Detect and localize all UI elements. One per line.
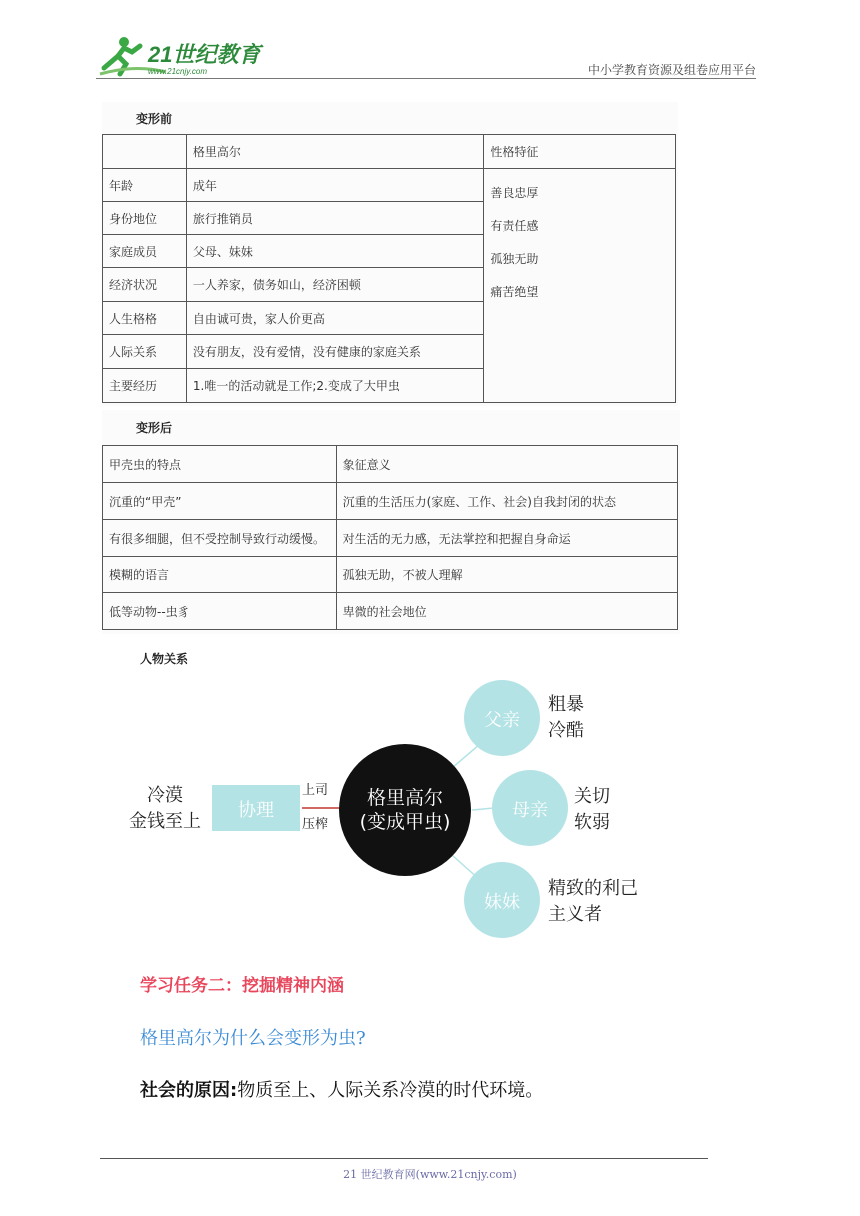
- before-row-value: 没有朋友，没有爱情，没有健康的家庭关系: [186, 335, 483, 369]
- after-row-meaning: 对生活的无力感，无法掌控和把握自身命运: [336, 520, 677, 557]
- before-row-key: 主要经历: [103, 369, 187, 403]
- runner-logo-icon: [96, 34, 266, 78]
- task-question: 格里高尔为什么会变形为虫?: [140, 1028, 366, 1049]
- sister-desc: [548, 876, 638, 928]
- trait-item: 善良忠厚: [490, 186, 539, 200]
- mother-label: 母亲: [512, 800, 548, 821]
- relationship-diagram: [102, 640, 670, 944]
- before-row-value: 1.唯一的活动就是工作;2.变成了大甲虫: [186, 369, 483, 403]
- task-title: 学习任务二：挖掘精神内涵: [140, 976, 344, 996]
- trait-item: 孤独无助: [490, 252, 539, 266]
- before-row-value: 成年: [186, 169, 483, 202]
- trait-item: 痛苦绝望: [490, 285, 539, 299]
- after-row-feature: 有很多细腿，但不受控制导致行动缓慢。: [103, 520, 337, 557]
- before-row-key: 家庭成员: [103, 235, 187, 268]
- cause-label: 社会的原因:: [140, 1080, 238, 1101]
- footer-link[interactable]: 21 世纪教育网(www.21cnjy.com): [343, 1168, 517, 1181]
- boss-label: 协理: [238, 800, 274, 821]
- boss-desc: [120, 783, 210, 835]
- before-table: [102, 134, 676, 403]
- after-label: 变形后: [136, 421, 173, 435]
- before-header-name: 格里高尔: [186, 135, 483, 169]
- boss-link-top: 上司: [302, 783, 329, 798]
- header-divider: [96, 78, 756, 79]
- sister-desc-line: 精致的利己: [548, 878, 638, 899]
- after-row-feature: 沉重的“甲壳”: [103, 483, 337, 520]
- father-desc: [548, 692, 584, 744]
- cause-text: 物质至上、人际关系冷漠的时代环境。: [237, 1080, 544, 1101]
- before-header-empty: [103, 135, 187, 169]
- sister-desc-line: 主义者: [548, 904, 602, 925]
- before-row-key: 人际关系: [103, 335, 187, 369]
- before-row-key: 年龄: [103, 169, 187, 202]
- before-header-traits: 性格特征: [484, 135, 676, 169]
- before-row-value: 自由诚可贵，家人价更高: [186, 302, 483, 335]
- site-logo: [96, 34, 266, 78]
- after-row-meaning: 孤独无助，不被人理解: [336, 557, 677, 593]
- before-label: 变形前: [136, 112, 173, 126]
- before-row-value: 旅行推销员: [186, 202, 483, 235]
- after-row-meaning: 卑微的社会地位: [336, 593, 677, 630]
- relations-label: 人物关系: [140, 652, 189, 666]
- father-desc-line: 冷酷: [548, 720, 584, 741]
- footer-divider: [100, 1158, 708, 1159]
- before-row-value: 一人养家，债务如山，经济困顿: [186, 268, 483, 302]
- after-row-feature: 低等动物--虫豸: [103, 593, 337, 630]
- traits-cell: [484, 169, 676, 403]
- after-header-meaning: 象征意义: [336, 446, 677, 483]
- logo-text: 21世纪教育: [148, 42, 261, 67]
- after-row-meaning: 沉重的生活压力(家庭、工作、社会)自我封闭的状态: [336, 483, 677, 520]
- mother-desc-line: 关切: [574, 786, 610, 807]
- mother-link-line: [472, 808, 494, 810]
- platform-name: 中小学教育资源及组卷应用平台: [587, 63, 756, 77]
- sister-label: 妹妹: [484, 892, 520, 913]
- boss-desc-line: 金钱至上: [129, 811, 201, 832]
- logo-url: www.21cnjy.com: [148, 67, 207, 76]
- before-row-key: 人生格格: [103, 302, 187, 335]
- after-header-feature: 甲壳虫的特点: [103, 446, 337, 483]
- before-row-key: 身份地位: [103, 202, 187, 235]
- before-row-value: 父母、妹妹: [186, 235, 483, 268]
- father-label: 父亲: [484, 710, 520, 731]
- center-name: 格里高尔: [366, 787, 443, 809]
- before-row-key: 经济状况: [103, 268, 187, 302]
- boss-link-bottom: 压榨: [302, 817, 329, 832]
- social-cause: [140, 1076, 543, 1102]
- after-table: [102, 445, 678, 630]
- boss-desc-line: 冷漠: [147, 785, 183, 806]
- father-desc-line: 粗暴: [548, 694, 584, 715]
- center-subtitle: (变成甲虫): [359, 811, 451, 833]
- after-row-feature: 模糊的语言: [103, 557, 337, 593]
- center-node-label: [339, 786, 471, 834]
- trait-item: 有责任感: [490, 219, 539, 233]
- mother-desc: [574, 784, 610, 836]
- mother-desc-line: 软弱: [574, 812, 610, 833]
